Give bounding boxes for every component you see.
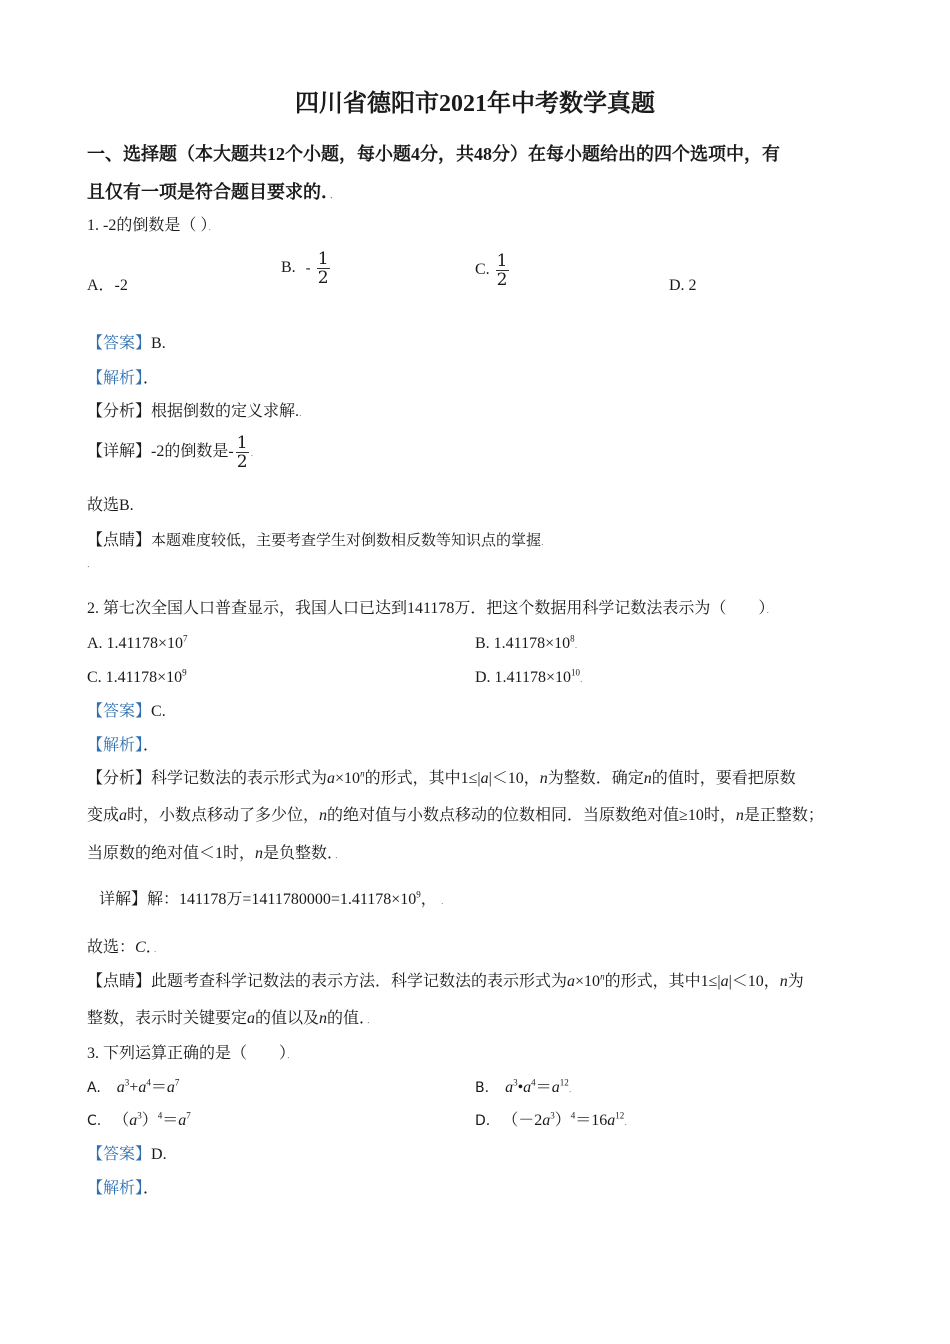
q2-dianjing-line2: 整数，表示时关键要定a的值以及n的值．． <box>87 1010 377 1027</box>
q1-option-b: B. - $\frac{1}{2}$ <box>281 249 329 288</box>
q1-detail: 【详解】-2的倒数是- $\frac{1}{2}$ ． <box>87 433 260 472</box>
q1-fenxi: 【分析】根据倒数的定义求解.． <box>87 403 309 420</box>
section-heading-line2: 且仅有一项是符合题目要求的．． <box>87 182 340 202</box>
q3-option-c: C. $(a^3)^4=a^7$ <box>87 1110 191 1129</box>
q3-stem: 3. 下列运算正确的是（ ）． <box>87 1045 297 1062</box>
q2-fenxi-line2: 变成a时，小数点移动了多少位，n的绝对值与小数点移动的位数相同．当原数绝对值≥10时，n是正整数； <box>87 807 824 824</box>
q2-option-d: D. $1.41178\times 10^{10}$． <box>475 667 589 686</box>
q1-dianjing: 【点睛】本题难度较低，主要考查学生对倒数相反数等知识点的掌握． <box>87 531 551 549</box>
q2-conclusion: 故选：C．． <box>87 939 163 956</box>
q1-analysis-label: 【解析】． <box>87 370 160 387</box>
q2-analysis-label: 【解析】． <box>87 737 160 754</box>
q2-dianjing-line1: 【点睛】此题考查科学记数法的表示方法．科学记数法的表示形式为$a\times 10^n$的形式，其中1≤|a|＜10，n为 <box>87 971 804 990</box>
q3-option-d: D. $(-2a^3)^4=16a^{12}$． <box>475 1110 634 1129</box>
paragraph-mark: ． <box>87 559 97 569</box>
q2-option-c: C. $1.41178\times 10^9$ <box>87 667 187 686</box>
page-title: 四川省德阳市2021年中考数学真题 <box>295 91 655 117</box>
q1-option-c: C. $\frac{1}{2}$ <box>475 251 508 290</box>
q3-option-a: A. $a^3+a^4=a^7$ <box>87 1077 180 1096</box>
q2-fenxi-line3: 当原数的绝对值＜1时，n是负整数．． <box>87 845 345 862</box>
q1-answer: 【答案】B. <box>87 335 166 352</box>
q2-option-a: A. $1.41178\times 10^7$ <box>87 633 188 652</box>
q1-option-d: D. 2 <box>669 277 697 294</box>
q1-option-a: A．-2 <box>87 277 128 294</box>
q2-option-b: B. $1.41178\times 10^8$． <box>475 633 584 652</box>
fraction-one-half: $\frac{1}{2}$ <box>317 249 329 288</box>
q1-stem: 1. -2的倒数是（ ）． <box>87 217 218 234</box>
q2-stem: 2. 第七次全国人口普查显示，我国人口已达到141178万．把这个数据用科学记数法表示为（ ）． <box>87 600 776 617</box>
q1-conclusion: 故选B. <box>87 497 134 514</box>
section-heading-line1: 一、选择题（本大题共12个小题，每小题4分，共48分）在每小题给出的四个选项中，有 <box>87 144 780 164</box>
fraction-one-half: $\frac{1}{2}$ <box>496 251 508 290</box>
q2-detail: 详解】解：141178万$=1411780000=1.41178\times 10^9$， ． <box>99 889 450 908</box>
q2-fenxi-line1: 【分析】科学记数法的表示形式为$a\times 10^n$的形式，其中1≤|a|＜10，n为整数．确定n的值时，要看把原数 <box>87 768 796 787</box>
fraction-one-half: $\frac{1}{2}$ <box>236 433 248 472</box>
q3-answer: 【答案】D. <box>87 1146 167 1163</box>
q2-answer: 【答案】C. <box>87 703 166 720</box>
q3-option-b: B. $a^3•a^4=a^{12}$． <box>475 1077 578 1096</box>
q3-analysis-label: 【解析】． <box>87 1180 160 1197</box>
